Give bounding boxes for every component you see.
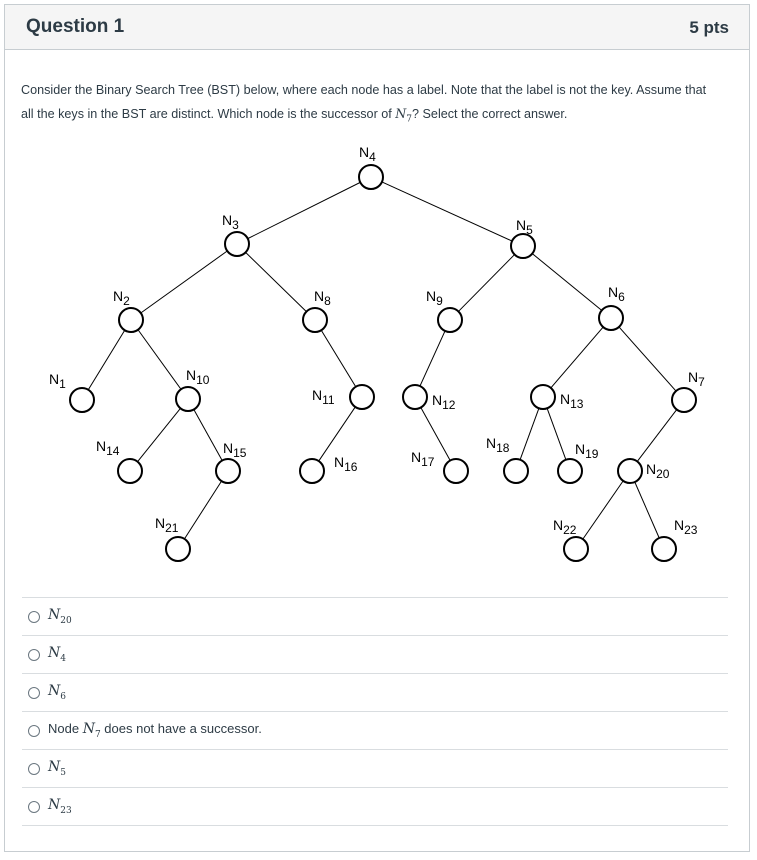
answer-option[interactable] xyxy=(22,711,728,749)
node-n14 xyxy=(118,459,142,483)
node-label-n15: N15 xyxy=(223,440,247,460)
answer-option[interactable] xyxy=(22,749,728,787)
node-label-n5: N5 xyxy=(516,217,533,237)
node-n21 xyxy=(166,537,190,561)
edge-n2-n10 xyxy=(138,330,181,390)
edge-n3-n2 xyxy=(141,251,227,313)
node-n6 xyxy=(599,306,623,330)
node-label-n7: N7 xyxy=(688,369,705,389)
node-label-n11: N11 xyxy=(312,387,335,407)
radio-button[interactable] xyxy=(28,687,40,699)
question-text-part2: ? Select the correct answer. xyxy=(412,107,568,121)
node-n20 xyxy=(618,459,642,483)
radio-button[interactable] xyxy=(28,801,40,813)
node-label-n18: N18 xyxy=(486,435,510,455)
edge-n4-n3 xyxy=(248,182,361,238)
edge-n5-n9 xyxy=(458,255,514,312)
node-label-n20: N20 xyxy=(646,461,670,481)
radio-button[interactable] xyxy=(28,649,40,661)
answer-label: $N_6$ xyxy=(48,683,66,702)
node-label-n8: N8 xyxy=(314,288,331,308)
edge-n11-n16 xyxy=(319,407,356,461)
edge-n7-n20 xyxy=(637,410,676,462)
question-var: $N_7$ xyxy=(395,106,413,125)
edge-n12-n17 xyxy=(421,407,450,460)
edge-n20-n22 xyxy=(583,481,623,539)
radio-button[interactable] xyxy=(28,763,40,775)
edge-n13-n18 xyxy=(520,408,539,459)
node-n17 xyxy=(444,459,468,483)
node-n4 xyxy=(359,165,383,189)
edge-n4-n5 xyxy=(382,182,512,241)
edge-n8-n11 xyxy=(321,330,355,387)
node-label-n23: N23 xyxy=(674,517,698,537)
node-n18 xyxy=(504,459,528,483)
node-n5 xyxy=(511,234,535,258)
edge-n5-n6 xyxy=(532,254,601,311)
node-label-n13: N13 xyxy=(560,391,584,411)
node-n8 xyxy=(303,308,327,332)
node-label-n16: N16 xyxy=(334,454,358,474)
node-label-n12: N12 xyxy=(432,392,456,412)
answer-option[interactable] xyxy=(22,597,728,635)
node-label-n1: N1 xyxy=(49,371,66,391)
node-n12 xyxy=(403,385,427,409)
node-n3 xyxy=(225,232,249,256)
answer-list xyxy=(22,597,728,826)
edge-n13-n19 xyxy=(547,408,566,459)
question-points: 5 pts xyxy=(689,18,729,37)
edge-n20-n23 xyxy=(635,482,659,538)
node-n11 xyxy=(350,385,374,409)
edge-n2-n1 xyxy=(88,330,124,390)
answer-label: $N_5$ xyxy=(48,759,66,778)
answer-label: $N_4$ xyxy=(48,645,66,664)
node-label-n10: N10 xyxy=(186,367,210,387)
node-n1 xyxy=(70,388,94,412)
answer-label: $N_{20}$ xyxy=(48,607,72,626)
tree-labels xyxy=(49,144,705,537)
answer-option[interactable] xyxy=(22,635,728,673)
edge-n15-n21 xyxy=(184,481,221,539)
node-label-n2: N2 xyxy=(113,288,130,308)
node-n23 xyxy=(652,537,676,561)
node-n19 xyxy=(558,459,582,483)
node-n9 xyxy=(438,308,462,332)
answer-label: $N_{23}$ xyxy=(48,797,72,816)
answer-label: Node $N_7$ does not have a successor. xyxy=(48,721,262,740)
node-label-n21: N21 xyxy=(155,515,179,535)
tree-edges xyxy=(88,182,676,539)
node-label-n19: N19 xyxy=(575,441,599,461)
node-label-n14: N14 xyxy=(96,438,120,458)
edge-n10-n14 xyxy=(138,408,181,461)
node-n15 xyxy=(216,459,240,483)
edge-n6-n13 xyxy=(551,327,603,388)
answer-option[interactable] xyxy=(22,673,728,711)
radio-button[interactable] xyxy=(28,725,40,737)
node-label-n9: N9 xyxy=(426,288,443,308)
node-n13 xyxy=(531,385,555,409)
edge-n10-n15 xyxy=(194,409,222,460)
node-label-n6: N6 xyxy=(608,284,625,304)
node-n10 xyxy=(176,387,200,411)
node-n22 xyxy=(564,537,588,561)
edge-n6-n7 xyxy=(619,327,676,391)
edge-n9-n12 xyxy=(420,331,445,386)
radio-button[interactable] xyxy=(28,611,40,623)
node-n16 xyxy=(300,459,324,483)
node-label-n3: N3 xyxy=(222,212,239,232)
node-label-n22: N22 xyxy=(553,517,577,537)
question-text-part1: Consider the Binary Search Tree (BST) below, where each node has a label. Note that the label is not the key. Assume that all the keys in the BST are distinct. Which node is the successor of xyxy=(21,83,707,121)
node-label-n4: N4 xyxy=(359,144,376,164)
node-label-n17: N17 xyxy=(411,449,435,469)
tree-nodes xyxy=(70,165,696,561)
question-title: Question 1 xyxy=(26,16,125,37)
node-n7 xyxy=(672,388,696,412)
edge-n3-n8 xyxy=(246,252,307,311)
answer-option[interactable] xyxy=(22,787,728,826)
node-n2 xyxy=(119,308,143,332)
